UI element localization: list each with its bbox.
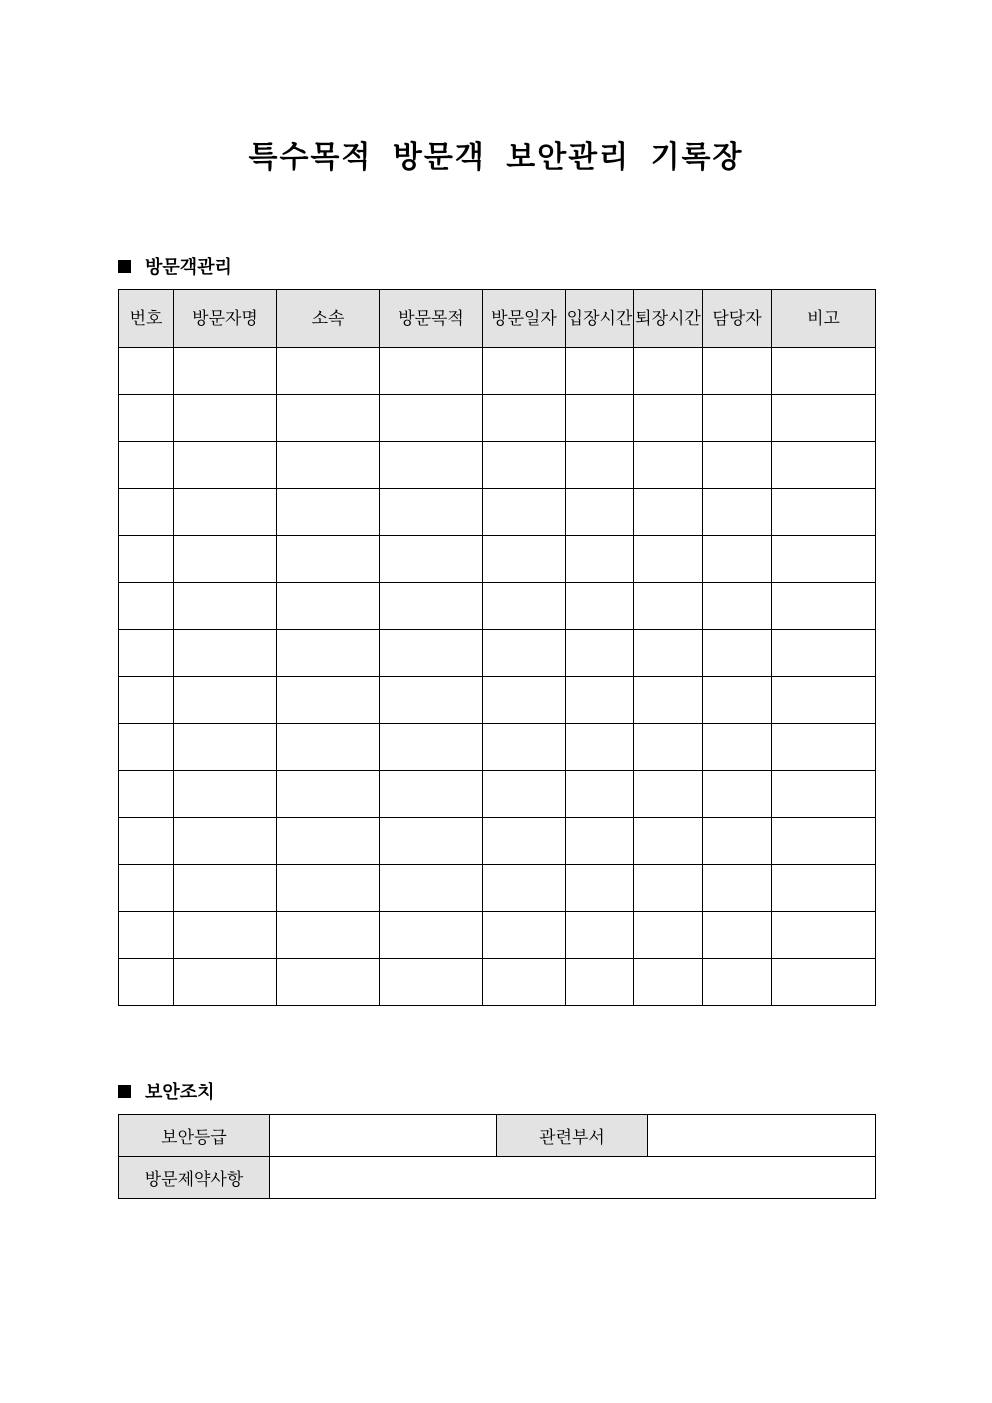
table-cell[interactable] [119, 442, 174, 489]
visit-restrictions-row [119, 1157, 876, 1199]
table-cell[interactable] [566, 818, 634, 865]
table-cell[interactable] [566, 724, 634, 771]
table-cell[interactable] [380, 724, 483, 771]
table-cell[interactable] [772, 865, 876, 912]
table-cell[interactable] [703, 865, 772, 912]
table-cell[interactable] [566, 442, 634, 489]
table-cell[interactable] [277, 865, 380, 912]
document-title: 특수목적 방문객 보안관리 기록장 [248, 140, 744, 175]
table-cell[interactable] [566, 348, 634, 395]
table-cell[interactable] [703, 536, 772, 583]
security-level-label: 보안등급 [119, 1115, 270, 1157]
table-cell[interactable] [566, 959, 634, 1006]
table-row [119, 818, 876, 865]
table-cell[interactable] [119, 818, 174, 865]
table-cell[interactable] [119, 536, 174, 583]
table-cell[interactable] [174, 630, 277, 677]
table-row [119, 677, 876, 724]
table-row [119, 865, 876, 912]
table-cell[interactable] [772, 583, 876, 630]
table-cell[interactable] [566, 630, 634, 677]
visitor-section-heading [118, 253, 232, 279]
table-cell[interactable] [277, 630, 380, 677]
table-cell[interactable] [380, 395, 483, 442]
table-cell[interactable] [119, 865, 174, 912]
table-cell[interactable] [380, 489, 483, 536]
table-row [119, 536, 876, 583]
visitor-table [118, 289, 876, 1006]
security-level-row [119, 1115, 876, 1157]
table-cell[interactable] [380, 959, 483, 1006]
table-cell[interactable] [277, 536, 380, 583]
table-cell[interactable] [277, 912, 380, 959]
security-section-heading [118, 1078, 215, 1104]
table-cell[interactable] [634, 536, 703, 583]
table-cell[interactable] [772, 677, 876, 724]
col-header-visitor-name: 방문자명 [174, 290, 277, 348]
table-cell[interactable] [174, 959, 277, 1006]
table-cell[interactable] [380, 583, 483, 630]
col-header-affiliation: 소속 [277, 290, 380, 348]
table-cell[interactable] [772, 912, 876, 959]
table-cell[interactable] [703, 959, 772, 1006]
table-cell[interactable] [277, 583, 380, 630]
table-cell[interactable] [119, 724, 174, 771]
square-bullet-icon [118, 260, 131, 273]
table-cell[interactable] [119, 912, 174, 959]
table-cell[interactable] [380, 677, 483, 724]
table-cell[interactable] [277, 959, 380, 1006]
table-cell[interactable] [119, 489, 174, 536]
table-row [119, 395, 876, 442]
visitor-table-body [119, 348, 876, 1006]
col-header-visit-purpose: 방문목적 [380, 290, 483, 348]
table-cell[interactable] [634, 395, 703, 442]
related-dept-label: 관련부서 [497, 1115, 648, 1157]
table-cell[interactable] [703, 442, 772, 489]
table-cell[interactable] [483, 724, 566, 771]
table-cell[interactable] [703, 489, 772, 536]
table-header-row [119, 290, 876, 348]
table-cell[interactable] [119, 395, 174, 442]
table-cell[interactable] [174, 865, 277, 912]
table-cell[interactable] [634, 348, 703, 395]
table-cell[interactable] [772, 489, 876, 536]
table-cell[interactable] [483, 771, 566, 818]
table-cell[interactable] [772, 442, 876, 489]
table-cell[interactable] [174, 442, 277, 489]
table-cell[interactable] [634, 442, 703, 489]
table-cell[interactable] [174, 536, 277, 583]
table-cell[interactable] [772, 536, 876, 583]
table-cell[interactable] [119, 630, 174, 677]
col-header-visit-date: 방문일자 [483, 290, 566, 348]
table-cell[interactable] [772, 818, 876, 865]
table-cell[interactable] [277, 489, 380, 536]
col-header-number: 번호 [119, 290, 174, 348]
table-cell[interactable] [174, 677, 277, 724]
col-header-entry-time: 입장시간 [566, 290, 634, 348]
table-cell[interactable] [566, 395, 634, 442]
table-cell[interactable] [703, 348, 772, 395]
table-row [119, 442, 876, 489]
table-cell[interactable] [119, 348, 174, 395]
table-cell[interactable] [703, 724, 772, 771]
table-cell[interactable] [483, 395, 566, 442]
table-cell[interactable] [380, 818, 483, 865]
visit-restrictions-field[interactable] [270, 1157, 876, 1199]
table-cell[interactable] [634, 818, 703, 865]
table-cell[interactable] [634, 865, 703, 912]
table-cell[interactable] [772, 959, 876, 1006]
table-cell[interactable] [119, 583, 174, 630]
visitor-section-label: 방문객관리 [145, 257, 232, 278]
table-cell[interactable] [772, 771, 876, 818]
table-cell[interactable] [174, 395, 277, 442]
table-cell[interactable] [483, 630, 566, 677]
table-cell[interactable] [772, 395, 876, 442]
table-cell[interactable] [634, 630, 703, 677]
table-row [119, 348, 876, 395]
table-cell[interactable] [703, 677, 772, 724]
table-cell[interactable] [483, 442, 566, 489]
table-cell[interactable] [703, 771, 772, 818]
col-header-person-in-charge: 담당자 [703, 290, 772, 348]
table-cell[interactable] [277, 348, 380, 395]
table-cell[interactable] [703, 912, 772, 959]
table-cell[interactable] [703, 395, 772, 442]
table-cell[interactable] [772, 724, 876, 771]
table-cell[interactable] [483, 818, 566, 865]
table-cell[interactable] [566, 536, 634, 583]
table-cell[interactable] [566, 771, 634, 818]
table-cell[interactable] [174, 818, 277, 865]
table-row [119, 959, 876, 1006]
table-row [119, 630, 876, 677]
table-cell[interactable] [703, 630, 772, 677]
table-cell[interactable] [483, 536, 566, 583]
table-cell[interactable] [277, 771, 380, 818]
table-cell[interactable] [566, 912, 634, 959]
table-cell[interactable] [483, 348, 566, 395]
table-cell[interactable] [772, 630, 876, 677]
table-cell[interactable] [634, 912, 703, 959]
table-cell[interactable] [483, 583, 566, 630]
table-row [119, 912, 876, 959]
table-cell[interactable] [634, 724, 703, 771]
security-level-field[interactable] [270, 1115, 497, 1157]
table-cell[interactable] [277, 818, 380, 865]
table-cell[interactable] [380, 865, 483, 912]
table-cell[interactable] [277, 677, 380, 724]
security-section-label: 보안조치 [145, 1082, 215, 1103]
table-row [119, 724, 876, 771]
table-cell[interactable] [566, 583, 634, 630]
table-cell[interactable] [483, 912, 566, 959]
related-dept-field[interactable] [648, 1115, 876, 1157]
table-cell[interactable] [703, 583, 772, 630]
table-cell[interactable] [483, 865, 566, 912]
table-cell[interactable] [174, 583, 277, 630]
table-cell[interactable] [380, 771, 483, 818]
table-cell[interactable] [119, 677, 174, 724]
table-cell[interactable] [483, 959, 566, 1006]
col-header-exit-time: 퇴장시간 [634, 290, 703, 348]
table-cell[interactable] [566, 489, 634, 536]
col-header-remarks: 비고 [772, 290, 876, 348]
table-cell[interactable] [174, 489, 277, 536]
table-row [119, 771, 876, 818]
table-cell[interactable] [380, 630, 483, 677]
table-cell[interactable] [174, 348, 277, 395]
table-cell[interactable] [380, 348, 483, 395]
table-cell[interactable] [277, 724, 380, 771]
table-cell[interactable] [566, 677, 634, 724]
table-cell[interactable] [277, 442, 380, 489]
table-cell[interactable] [380, 536, 483, 583]
table-cell[interactable] [119, 771, 174, 818]
table-cell[interactable] [634, 677, 703, 724]
table-cell[interactable] [174, 724, 277, 771]
table-cell[interactable] [634, 583, 703, 630]
table-cell[interactable] [634, 959, 703, 1006]
table-cell[interactable] [634, 771, 703, 818]
table-cell[interactable] [119, 959, 174, 1006]
table-cell[interactable] [703, 818, 772, 865]
security-table [118, 1114, 876, 1199]
table-cell[interactable] [380, 912, 483, 959]
table-cell[interactable] [772, 348, 876, 395]
table-cell[interactable] [483, 677, 566, 724]
table-cell[interactable] [634, 489, 703, 536]
table-cell[interactable] [566, 865, 634, 912]
table-cell[interactable] [174, 771, 277, 818]
table-row [119, 489, 876, 536]
visit-restrictions-label: 방문제약사항 [119, 1157, 270, 1199]
table-cell[interactable] [277, 395, 380, 442]
square-bullet-icon [118, 1085, 131, 1098]
table-cell[interactable] [483, 489, 566, 536]
table-cell[interactable] [174, 912, 277, 959]
table-cell[interactable] [380, 442, 483, 489]
table-row [119, 583, 876, 630]
